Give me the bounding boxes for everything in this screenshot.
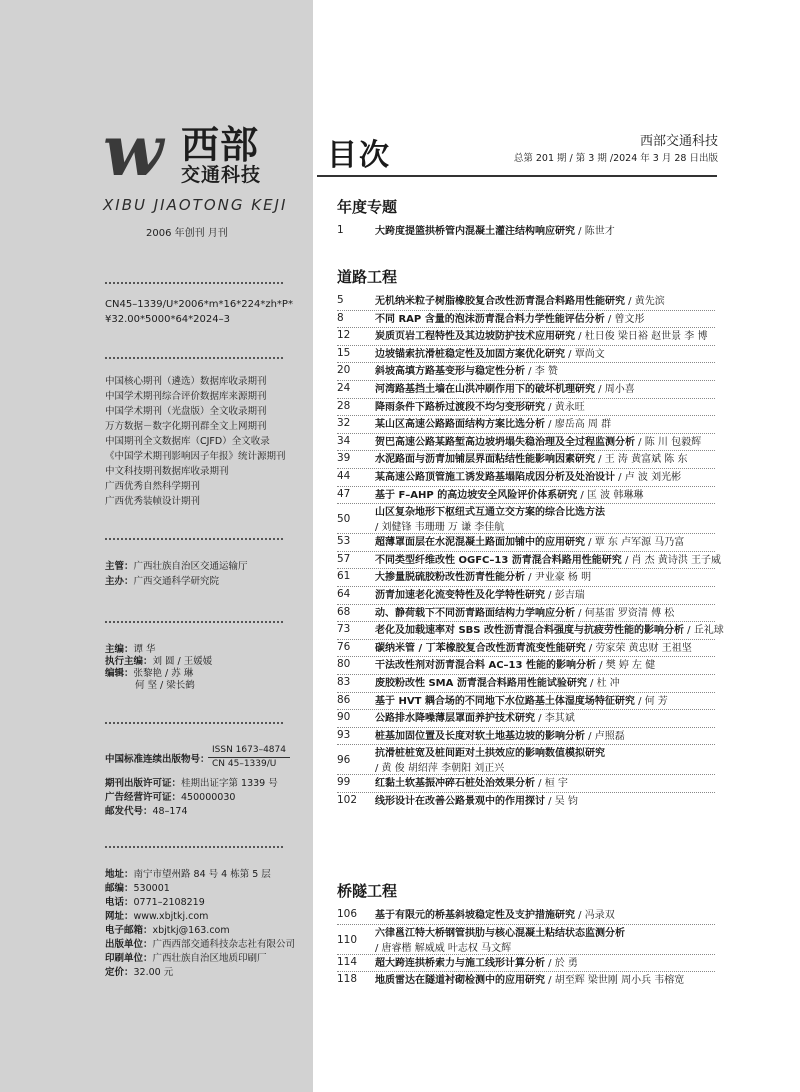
toc-author: / 桓 宇 [535, 778, 568, 790]
toc-author: / 曾文彤 [604, 313, 645, 325]
publisher: 出版单位：广西西部交通科技杂志社有限公司 [105, 939, 296, 950]
toc-title: 河湾路基挡土墙在山洪冲刷作用下的破坏机理研究 / 周小喜 [375, 384, 635, 395]
toc-divider [337, 924, 715, 925]
toc-title: 碳纳米管 / 丁苯橡胶复合改性沥青流变性能研究 / 劳家荣 黄忠财 王祖坚 [375, 642, 692, 654]
toc-author: / 彭吉瑞 [545, 590, 585, 601]
divider [105, 538, 283, 540]
toc-divider [337, 568, 715, 569]
toc-divider [337, 639, 715, 640]
list-item: 广西优秀自然科学期刊 [105, 481, 201, 492]
toc-page-number: 24 [337, 382, 351, 394]
divider [105, 357, 283, 359]
toc-title: 斜坡高填方路基变形与稳定性分析 / 李 赞 [375, 366, 558, 378]
toc-title: 某山区高速公路路面结构方案比选分析 / 廖岳高 周 群 [375, 419, 612, 431]
editors: 编辑：张黎艳 / 苏 琳 [105, 668, 194, 679]
supervisor: 主管：广西壮族自治区交通运输厅 [105, 561, 248, 572]
toc-title: 超薄罩面层在水泥混凝土路面加铺中的应用研究 / 覃 东 卢军源 马乃富 [375, 537, 685, 549]
toc-author: / 黄先滨 [625, 296, 665, 307]
toc-divider [337, 744, 715, 745]
toc-title: 老化及加载速率对 SBS 改性沥青混合料强度与抗疲劳性能的影响分析 / 丘礼球 [375, 625, 724, 637]
toc-page-number: 110 [337, 933, 358, 946]
toc-title: 基于有限元的桥基斜坡稳定性及支护措施研究 / 冯录双 [375, 910, 615, 921]
list-item: 中国核心期刊（遴选）数据库收录期刊 [105, 376, 267, 387]
toc-author: / 何基雷 罗资清 傅 松 [575, 607, 675, 619]
toc-title: 大跨度提篮拱桥管内混凝土灌注结构响应研究 / 陈世才 [375, 226, 615, 237]
toc-page-number: 5 [337, 294, 344, 306]
toc-divider [337, 621, 715, 622]
toc-divider [337, 792, 715, 793]
toc-divider [337, 415, 715, 416]
toc-page-number: 61 [337, 570, 351, 583]
toc-title: 抗滑桩桩宽及桩间距对土拱效应的影响数值模拟研究 / 黄 俊 胡绍萍 李朝阳 刘正兴 [375, 748, 605, 775]
logo-mark: w [103, 109, 164, 192]
page-title: 目次 [327, 138, 391, 173]
toc-divider [337, 450, 715, 451]
toc-page-number: 1 [337, 224, 344, 236]
toc-divider [337, 971, 715, 972]
toc-divider [337, 503, 715, 504]
toc-title: 降雨条件下路桥过渡段不均匀变形研究 / 黄永旺 [375, 401, 585, 413]
toc-page-number: 39 [337, 452, 351, 465]
toc-author: / 吴 钧 [545, 796, 578, 807]
database-list [105, 374, 286, 509]
logo-subtitle: 交通科技 [181, 164, 262, 186]
toc-page-number: 96 [337, 754, 351, 767]
sponsor: 主办：广西交通科学研究院 [105, 576, 220, 587]
toc-author: / 李其斌 [535, 713, 575, 725]
toc-divider [337, 433, 715, 434]
toc-divider [337, 674, 715, 675]
toc-title: 废胶粉改性 SMA 沥青混合料路用性能试验研究 / 杜 冲 [375, 678, 620, 689]
toc-author: / 廖岳高 周 群 [545, 419, 612, 431]
toc-author: / 王 涛 黄富斌 陈 东 [595, 454, 688, 466]
list-item: 广西优秀装帧设计期刊 [105, 496, 201, 507]
toc-page-number: 28 [337, 399, 351, 412]
toc-title: 红黏土软基振冲碎石桩处治效果分析 / 桓 宇 [375, 778, 568, 790]
toc-title: 某高速公路顶管施工诱发路基塌陷成因分析及处治设计 / 卢 波 刘光彬 [375, 472, 682, 483]
toc-author: / 劳家荣 黄忠财 王祖坚 [585, 642, 692, 654]
toc-author: / 覃尚文 [565, 348, 605, 360]
toc-divider [337, 727, 715, 728]
toc-page-number: 76 [337, 640, 351, 653]
toc-author: / 卢照磊 [585, 730, 625, 742]
toc-author: / 李 赞 [525, 366, 558, 378]
toc-title: 不同 RAP 含量的泡沫沥青混合料力学性能评估分析 / 曾文彤 [375, 313, 645, 325]
zip: 邮编：530001 [105, 883, 170, 894]
header-rule [317, 175, 717, 177]
toc-title: 水泥路面与沥青加铺层界面粘结性能影响因素研究 / 王 涛 黄富斌 陈 东 [375, 454, 688, 466]
toc-title: 超大跨连拱桥索力与施工线形计算分析 / 於 勇 [375, 957, 578, 969]
toc-author: / 樊 婷 左 健 [595, 660, 656, 672]
toc-page-number: 53 [337, 535, 351, 548]
logo-title: 西部 [181, 123, 260, 167]
section-heading: 年度专题 [337, 198, 398, 216]
toc-page-number: 68 [337, 605, 351, 618]
toc-divider [337, 345, 715, 346]
toc-title: 基于 F–AHP 的高边坡安全风险评价体系研究 / 匡 波 韩琳琳 [375, 489, 644, 501]
toc-page-number: 106 [337, 908, 358, 920]
divider [105, 846, 283, 848]
toc-page-number: 102 [337, 794, 358, 806]
toc-page-number: 86 [337, 693, 351, 706]
toc-page-number: 12 [337, 329, 351, 342]
toc-title: 干法改性剂对沥青混合料 AC–13 性能的影响分析 / 樊 婷 左 健 [375, 660, 656, 672]
publication-codes: CN45–1339/U*2006*m*16*224*zh*P* ¥32.00*5000*64*2024–3 [105, 299, 293, 325]
toc-author: / 杜 冲 [586, 678, 620, 689]
toc-author: / 黄永旺 [545, 401, 585, 413]
toc-page-number: 32 [337, 417, 351, 430]
toc-divider [337, 362, 715, 363]
toc-page-number: 83 [337, 676, 351, 688]
toc-author: / 肖 杰 黄诗洪 王子威 [621, 554, 722, 566]
printer: 印刷单位：广西壮族自治区地质印刷厂 [105, 953, 267, 964]
ad-permit: 广告经营许可证：450000030 [105, 792, 236, 803]
publishing-permit: 期刊出版许可证：桂期出证字第 1339 号 [105, 778, 278, 789]
toc-page-number: 73 [337, 623, 351, 636]
toc-page-number: 114 [337, 955, 358, 968]
phone: 电话：0771–2108219 [105, 897, 205, 908]
executive-editor: 执行主编：刘 圆 / 王媛媛 [105, 656, 213, 667]
toc-title: 动、静荷载下不同沥青路面结构力学响应分析 / 何基雷 罗资清 傅 松 [375, 607, 675, 619]
toc-page-number: 118 [337, 973, 358, 986]
toc-page-number: 47 [337, 487, 351, 500]
toc-author: / 周小喜 [595, 384, 635, 395]
toc-page-number: 90 [337, 711, 351, 724]
toc-page-number: 93 [337, 728, 351, 741]
toc-page-number: 64 [337, 588, 351, 600]
toc-title: 大掺量脱硫胶粉改性沥青性能分析 / 尹业豪 杨 明 [375, 572, 592, 584]
toc-divider [337, 398, 715, 399]
website: 网址：www.xbjtkj.com [105, 911, 209, 922]
toc-author: / 丘礼球 [684, 625, 724, 637]
toc-page-number: 34 [337, 434, 351, 447]
toc-divider [337, 533, 715, 534]
toc-author: / 冯录双 [575, 910, 615, 921]
toc-divider [337, 656, 715, 657]
logo-english: XIBU JIAOTONG KEJI [103, 196, 288, 214]
toc-divider [337, 709, 715, 710]
toc-title: 线形设计在改善公路景观中的作用探讨 / 吴 钧 [375, 796, 578, 807]
toc-author: / 杜日俊 梁日裕 赵世景 李 博 [575, 331, 708, 343]
toc-author: / 陈 川 包毅辉 [635, 436, 702, 448]
toc-page-number: 20 [337, 364, 351, 377]
toc-author: / 卢 波 刘光彬 [615, 472, 682, 483]
list-item: 中国学术期刊（光盘版）全文收录期刊 [105, 406, 267, 417]
issue-info: 总第 201 期 / 第 3 期 /2024 年 3 月 28 日出版 [513, 153, 718, 164]
issn-label: 中国标准连续出版物号： [105, 754, 210, 765]
price: 定价：32.00 元 [105, 967, 174, 978]
toc-title: 桩基加固位置及长度对软土地基边坡的影响分析 / 卢照磊 [375, 730, 625, 742]
email: 电子邮箱：xbjtkj@163.com [105, 925, 230, 936]
divider [105, 722, 283, 724]
toc-divider [337, 380, 715, 381]
toc-author: / 黄 俊 胡绍萍 李朝阳 刘正兴 [375, 763, 505, 775]
toc-page-number: 15 [337, 346, 351, 359]
section-heading: 道路工程 [337, 268, 398, 286]
list-item: 《中国学术期刊影响因子年报》统计源期刊 [105, 451, 286, 462]
toc-author: / 陈世才 [575, 226, 615, 237]
toc-page-number: 44 [337, 470, 351, 482]
toc-divider [337, 468, 715, 469]
toc-page-number: 57 [337, 552, 351, 565]
list-item: 中国学术期刊综合评价数据库来源期刊 [105, 391, 267, 402]
toc-divider [337, 774, 715, 775]
toc-title: 地质雷达在隧道衬砌检测中的应用研究 / 胡至辉 梁世刚 周小兵 韦榕宽 [375, 975, 685, 987]
editor-in-chief: 主编：谭 华 [105, 644, 156, 655]
toc-divider [337, 692, 715, 693]
toc-divider [337, 586, 715, 587]
toc-divider [337, 310, 715, 311]
list-item: 万方数据－数字化期刊群全文上网期刊 [105, 421, 267, 432]
section-heading: 桥隧工程 [337, 882, 398, 900]
toc-page-number: 80 [337, 658, 351, 671]
editors-continued: 何 坚 / 梁长鹤 [135, 680, 195, 691]
toc-author: / 於 勇 [545, 957, 578, 969]
toc-author: / 刘健锋 韦珊珊 万 谦 李佳航 [375, 522, 505, 534]
address: 地址：南宁市望州路 84 号 4 栋第 5 层 [105, 869, 271, 880]
divider [105, 282, 283, 284]
toc-author: / 覃 东 卢军源 马乃富 [585, 537, 685, 549]
toc-author: / 胡至辉 梁世刚 周小兵 韦榕宽 [545, 975, 685, 987]
toc-title: 边坡锚索抗滑桩稳定性及加固方案优化研究 / 覃尚文 [375, 348, 605, 360]
toc-title: 六律邕江特大桥钢管拱肋与核心混凝土粘结状态监测分析 / 唐睿楷 解威威 叶志权 马文辉 [375, 927, 625, 954]
issn-number: ISSN 1673–4874 CN 45–1339/U [208, 744, 290, 771]
toc-title: 无机纳米粒子树脂橡胶复合改性沥青混合料路用性能研究 / 黄先滨 [375, 296, 665, 307]
toc-page-number: 99 [337, 776, 351, 789]
toc-author: / 何 芳 [634, 695, 668, 707]
journal-name: 西部交通科技 [639, 134, 718, 149]
toc-divider [337, 551, 715, 552]
toc-author: / 唐睿楷 解威威 叶志权 马文辉 [375, 942, 512, 954]
founded-text: 2006 年创刊 月刊 [146, 228, 228, 239]
sidebar [0, 0, 313, 1092]
toc-author: / 匡 波 韩琳琳 [577, 489, 644, 501]
journal-logo [103, 109, 293, 202]
toc-divider [337, 954, 715, 955]
toc-title: 基于 HVT 耦合场的不同地下水位路基土体湿度场特征研究 / 何 芳 [375, 695, 668, 707]
toc-title: 山区复杂地形下枢纽式互通立交方案的综合比选方法 / 刘健锋 韦珊珊 万 谦 李佳航 [375, 507, 605, 534]
toc-divider [337, 604, 715, 605]
divider [105, 621, 283, 623]
toc-author: / 尹业豪 杨 明 [525, 572, 592, 584]
list-item: 中国期刊全文数据库（CJFD）全文收录 [105, 436, 270, 447]
postal-code: 邮发代号：48–174 [105, 806, 188, 817]
list-item: 中文科技期刊数据库收录期刊 [105, 466, 229, 477]
toc-title: 贺巴高速公路某路堑高边坡坍塌失稳治理及全过程监测分析 / 陈 川 包毅辉 [375, 436, 702, 448]
toc-divider [337, 486, 715, 487]
toc-title: 沥青加速老化流变特性及化学特性研究 / 彭吉瑞 [375, 590, 585, 601]
toc-title: 公路排水降噪薄层罩面养护技术研究 / 李其斌 [375, 713, 575, 725]
toc-title: 炭质页岩工程特性及其边坡防护技术应用研究 / 杜日俊 梁日裕 赵世景 李 博 [375, 331, 708, 343]
toc-page-number: 8 [337, 311, 344, 324]
toc-page-number: 50 [337, 513, 351, 526]
toc-title: 不同类型纤维改性 OGFC–13 沥青混合料路用性能研究 / 肖 杰 黄诗洪 王子威 [375, 554, 722, 566]
toc-divider [337, 327, 715, 328]
